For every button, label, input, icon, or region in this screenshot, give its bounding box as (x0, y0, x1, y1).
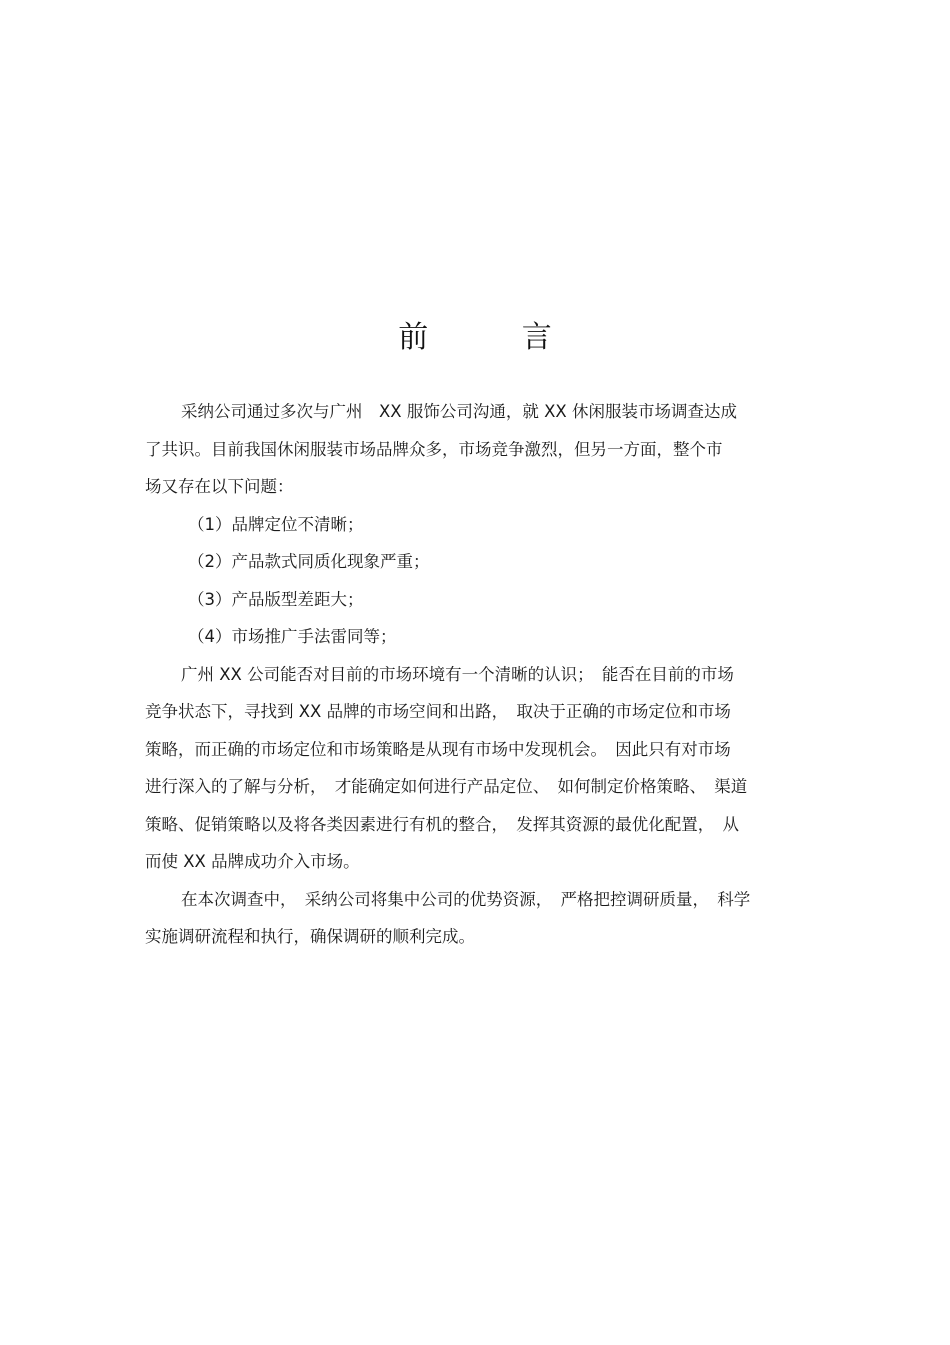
paragraph-line: 场又存在以下问题： (145, 477, 294, 496)
document-body (145, 393, 810, 956)
list-item: （2）产品款式同质化现象严重； (188, 552, 430, 571)
paragraph-line: 竞争状态下，寻找到 XX 品牌的市场空间和出路， 取决于正确的市场定位和市场 (145, 702, 731, 721)
paragraph-line: 采纳公司通过多次与广州 XX 服饰公司沟通，就 XX 休闲服装市场调查达成 (181, 402, 737, 421)
list-item: （3）产品版型差距大； (188, 589, 364, 609)
list-item: （1）品牌定位不清晰； (188, 514, 364, 534)
paragraph-line: 广州 XX 公司能否对目前的市场环境有一个清晰的认识； 能否在目前的市场 (181, 664, 734, 684)
paragraph-line: 进行深入的了解与分析， 才能确定如何进行产品定位、 如何制定价格策略、 渠道 (145, 777, 748, 796)
paragraph-line: 了共识。目前我国休闲服装市场品牌众多，市场竞争激烈，但另一方面，整个市 (145, 439, 723, 459)
paragraph-line: 而使 XX 品牌成功介入市场。 (145, 852, 360, 871)
list-item: （4）市场推广手法雷同等； (188, 627, 397, 646)
paragraph-line: 实施调研流程和执行，确保调研的顺利完成。 (145, 927, 475, 946)
paragraph-line: 在本次调查中， 采纳公司将集中公司的优势资源， 严格把控调研质量， 科学 (181, 889, 751, 909)
paragraph-line: 策略，而正确的市场定位和市场策略是从现有市场中发现机会。 因此只有对市场 (145, 739, 731, 759)
page-title: 前 言 (398, 320, 594, 355)
paragraph-line: 策略、促销策略以及将各类因素进行有机的整合， 发挥其资源的最优化配置， 从 (145, 814, 739, 834)
